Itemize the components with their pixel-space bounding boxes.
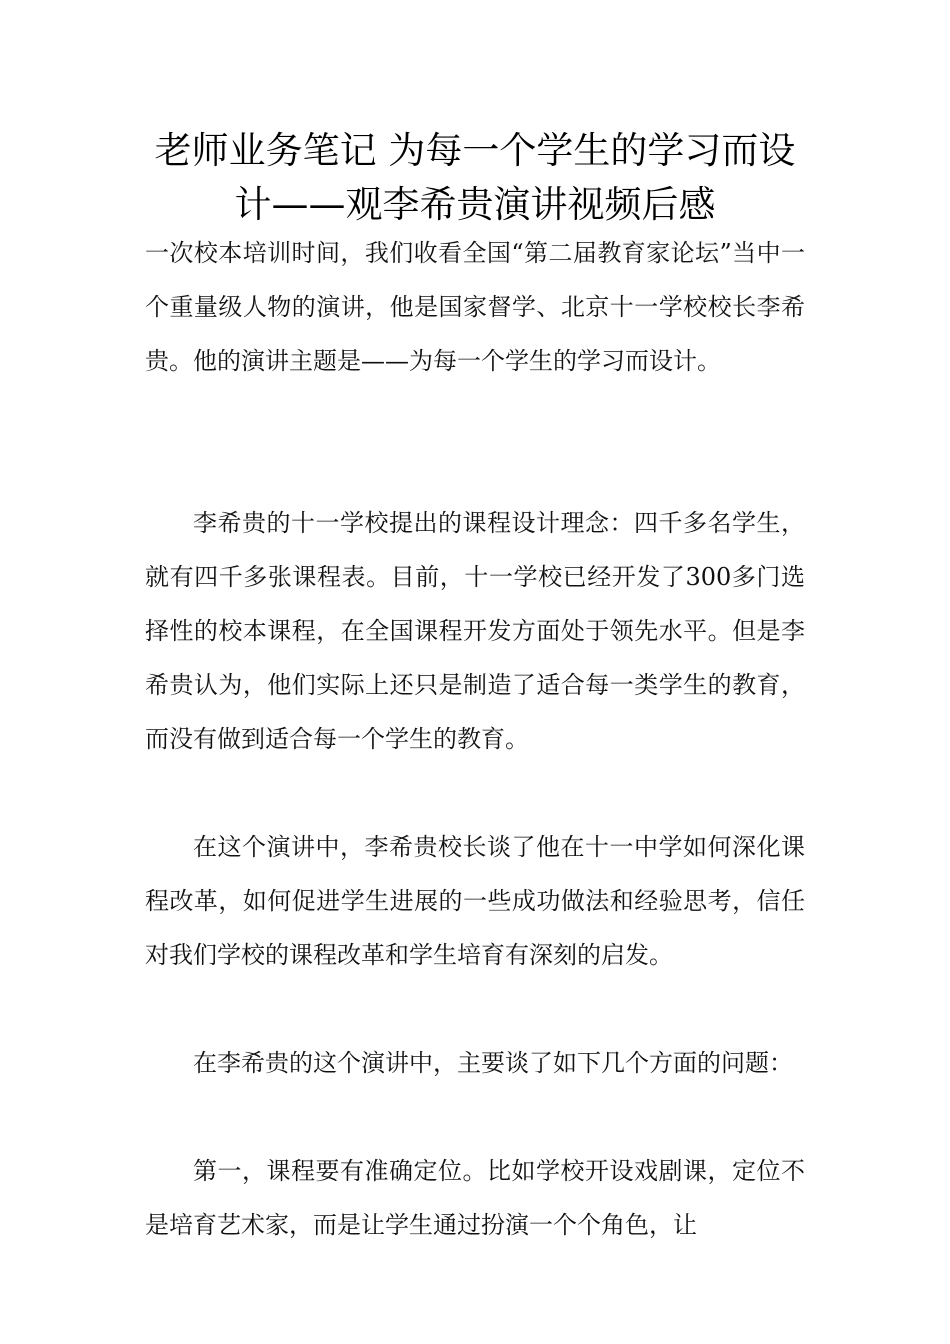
paragraph-gap	[145, 388, 805, 442]
paragraph-4: 在李希贵的这个演讲中，主要谈了如下几个方面的问题：	[193, 1049, 793, 1077]
document-body	[145, 226, 805, 1252]
paragraph-5: 第一，课程要有准确定位。比如学校开设戏剧课，定位不是培育艺术家，而是让学生通过扮演一个个角色，让	[145, 1157, 805, 1239]
document-title: 老师业务笔记 为每一个学生的学习而设计——观李希贵演讲视频后感	[154, 129, 796, 226]
paragraph-gap	[145, 442, 805, 496]
paragraph-gap	[145, 766, 805, 820]
paragraph-gap	[145, 1090, 805, 1144]
paragraph-2: 李希贵的十一学校提出的课程设计理念：四千多名学生，就有四千多张课程表。目前，十一学校已经开发了300多门选择性的校本课程，在全国课程开发方面处于领先水平。但是李希贵认为，他们实际上还只是制造了适合每一类学生的教育，而没有做到适合每一个学生的教育。	[145, 509, 805, 753]
paragraph-gap	[145, 982, 805, 1036]
paragraph-1: 一次校本培训时间，我们收看全国“第二届教育家论坛”当中一个重量级人物的演讲，他是国家督学、北京十一学校校长李希贵。他的演讲主题是——为每一个学生的学习而设计。	[145, 239, 805, 375]
paragraph-3: 在这个演讲中，李希贵校长谈了他在十一中学如何深化课程改革，如何促进学生进展的一些成功做法和经验思考，信任对我们学校的课程改革和学生培育有深刻的启发。	[145, 833, 805, 969]
